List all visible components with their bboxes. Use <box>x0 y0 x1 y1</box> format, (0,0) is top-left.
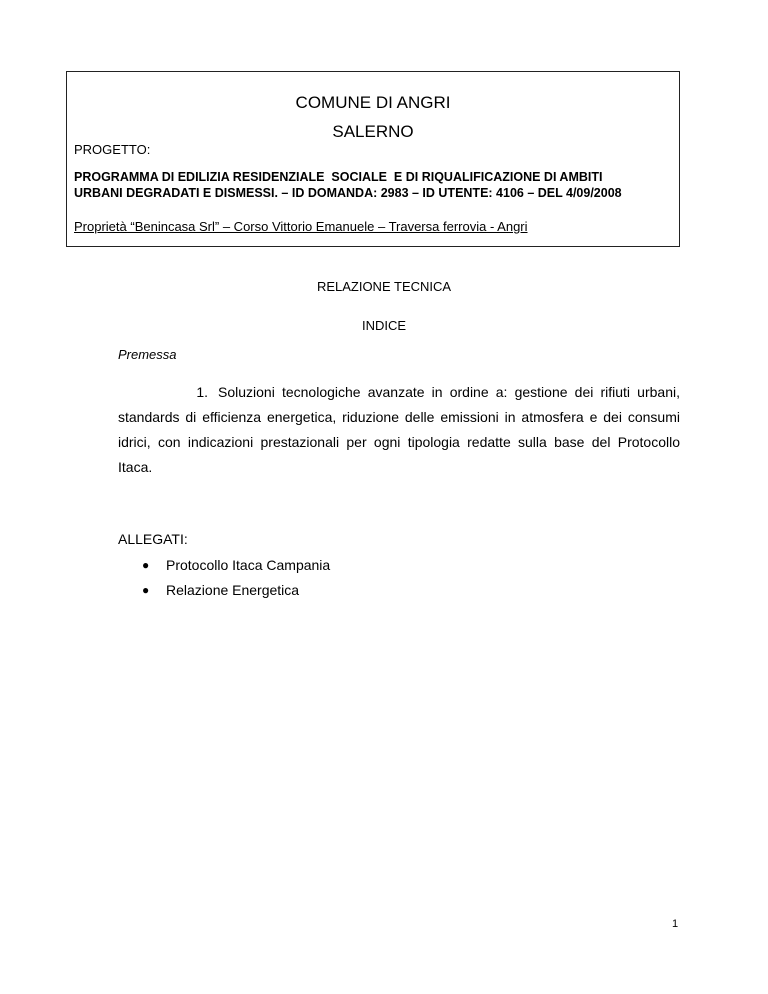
progetto-title-line-2: URBANI DEGRADATI E DISMESSI. – ID DOMANDA: 2983 – ID UTENTE: 4106 – DEL 4/09/2008 <box>74 186 622 200</box>
proprieta-line: Proprietà “Benincasa Srl” – Corso Vittorio Emanuele – Traversa ferrovia - Angri <box>74 219 528 234</box>
index-item-number: 1. <box>196 384 208 400</box>
comune-title: COMUNE DI ANGRI <box>295 93 451 112</box>
document-title: RELAZIONE TECNICA <box>316 279 452 294</box>
allegati-item-text: Protocollo Itaca Campania <box>166 557 331 573</box>
index-item <box>118 380 680 480</box>
bullet-icon: ● <box>142 558 150 572</box>
provincia-title: SALERNO <box>332 122 414 141</box>
progetto-title <box>74 169 674 201</box>
allegati-item-text: Relazione Energetica <box>166 582 300 598</box>
bullet-icon: ● <box>142 583 150 597</box>
index-heading: INDICE <box>361 318 407 333</box>
allegati-list <box>118 557 330 607</box>
project-header-box <box>66 71 680 247</box>
allegati-list-item <box>118 557 330 582</box>
premessa-entry: Premessa <box>118 347 177 362</box>
progetto-title-line-1: PROGRAMMA DI EDILIZIA RESIDENZIALE SOCIALE E DI RIQUALIFICAZIONE DI AMBITI <box>74 170 603 184</box>
page-number: 1 <box>672 918 679 930</box>
progetto-label: PROGETTO: <box>74 142 151 157</box>
index-item-text: Soluzioni tecnologiche avanzate in ordine a: gestione dei rifiuti urbani, standards di efficienza energetica, riduzione delle emissioni in atmosfera e dei consumi idrici, con indicazioni prestazionali per ogni tipologia redatte sulla base del Protocollo Itaca. <box>118 384 680 475</box>
allegati-list-item <box>118 582 330 607</box>
allegati-label: ALLEGATI: <box>118 531 188 547</box>
